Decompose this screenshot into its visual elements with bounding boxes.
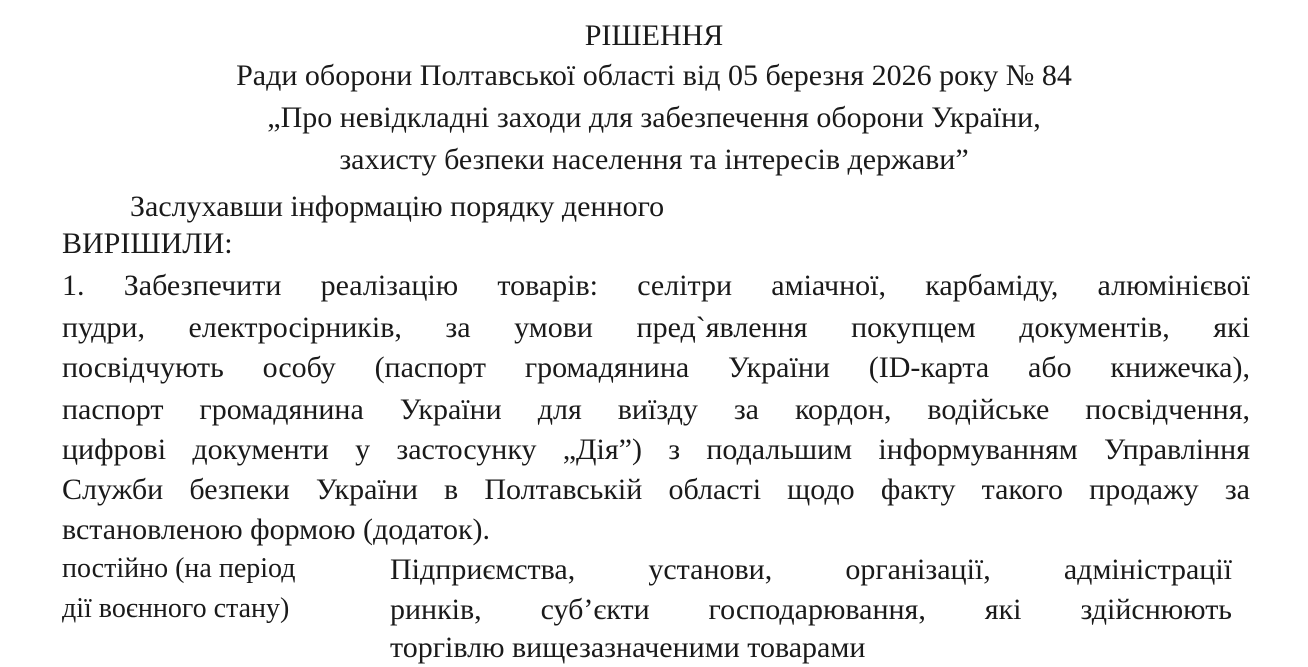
document-title: РІШЕННЯ (584, 19, 724, 52)
execution-term-line: постійно (на період (62, 553, 296, 584)
item-1-line: цифрові документи у застосунку „Дія”) з подальшим інформуванням Управління (62, 433, 1250, 466)
item-1-line: встановленою формою (додаток). (62, 513, 491, 546)
heard-statement: Заслухавши інформацію порядку денного (130, 190, 665, 223)
responsible-parties-line: торгівлю вищезазначеними товарами (390, 631, 866, 664)
execution-term-line: дії воєнного стану) (62, 593, 290, 624)
responsible-parties-line: Підприємства, установи, організації, адміністрації (390, 553, 1232, 586)
item-1-line: посвідчують особу (паспорт громадянина України (ID-карта або книжечка), (62, 351, 1250, 384)
document-subtitle: Ради оборони Полтавської області від 05 березня 2026 року № 84 (236, 59, 1072, 92)
item-1-line: 1. Забезпечити реалізацію товарів: селітри аміачної, карбаміду, алюмінієвої (62, 269, 1250, 302)
document-subject-line-2: захисту безпеки населення та інтересів держави” (339, 143, 969, 176)
item-1-line: пудри, електросірників, за умови пред`явлення покупцем документів, які (62, 311, 1250, 344)
item-1-line: паспорт громадянина України для виїзду за кордон, водійське посвідчення, (62, 393, 1250, 426)
decided-heading: ВИРІШИЛИ: (62, 227, 233, 260)
document-subject-line-1: „Про невідкладні заходи для забезпечення оборони України, (267, 101, 1041, 134)
responsible-parties-line: ринків, суб’єкти господарювання, які здійснюють (390, 593, 1232, 626)
item-1-line: Служби безпеки України в Полтавській області щодо факту такого продажу за (62, 473, 1250, 506)
